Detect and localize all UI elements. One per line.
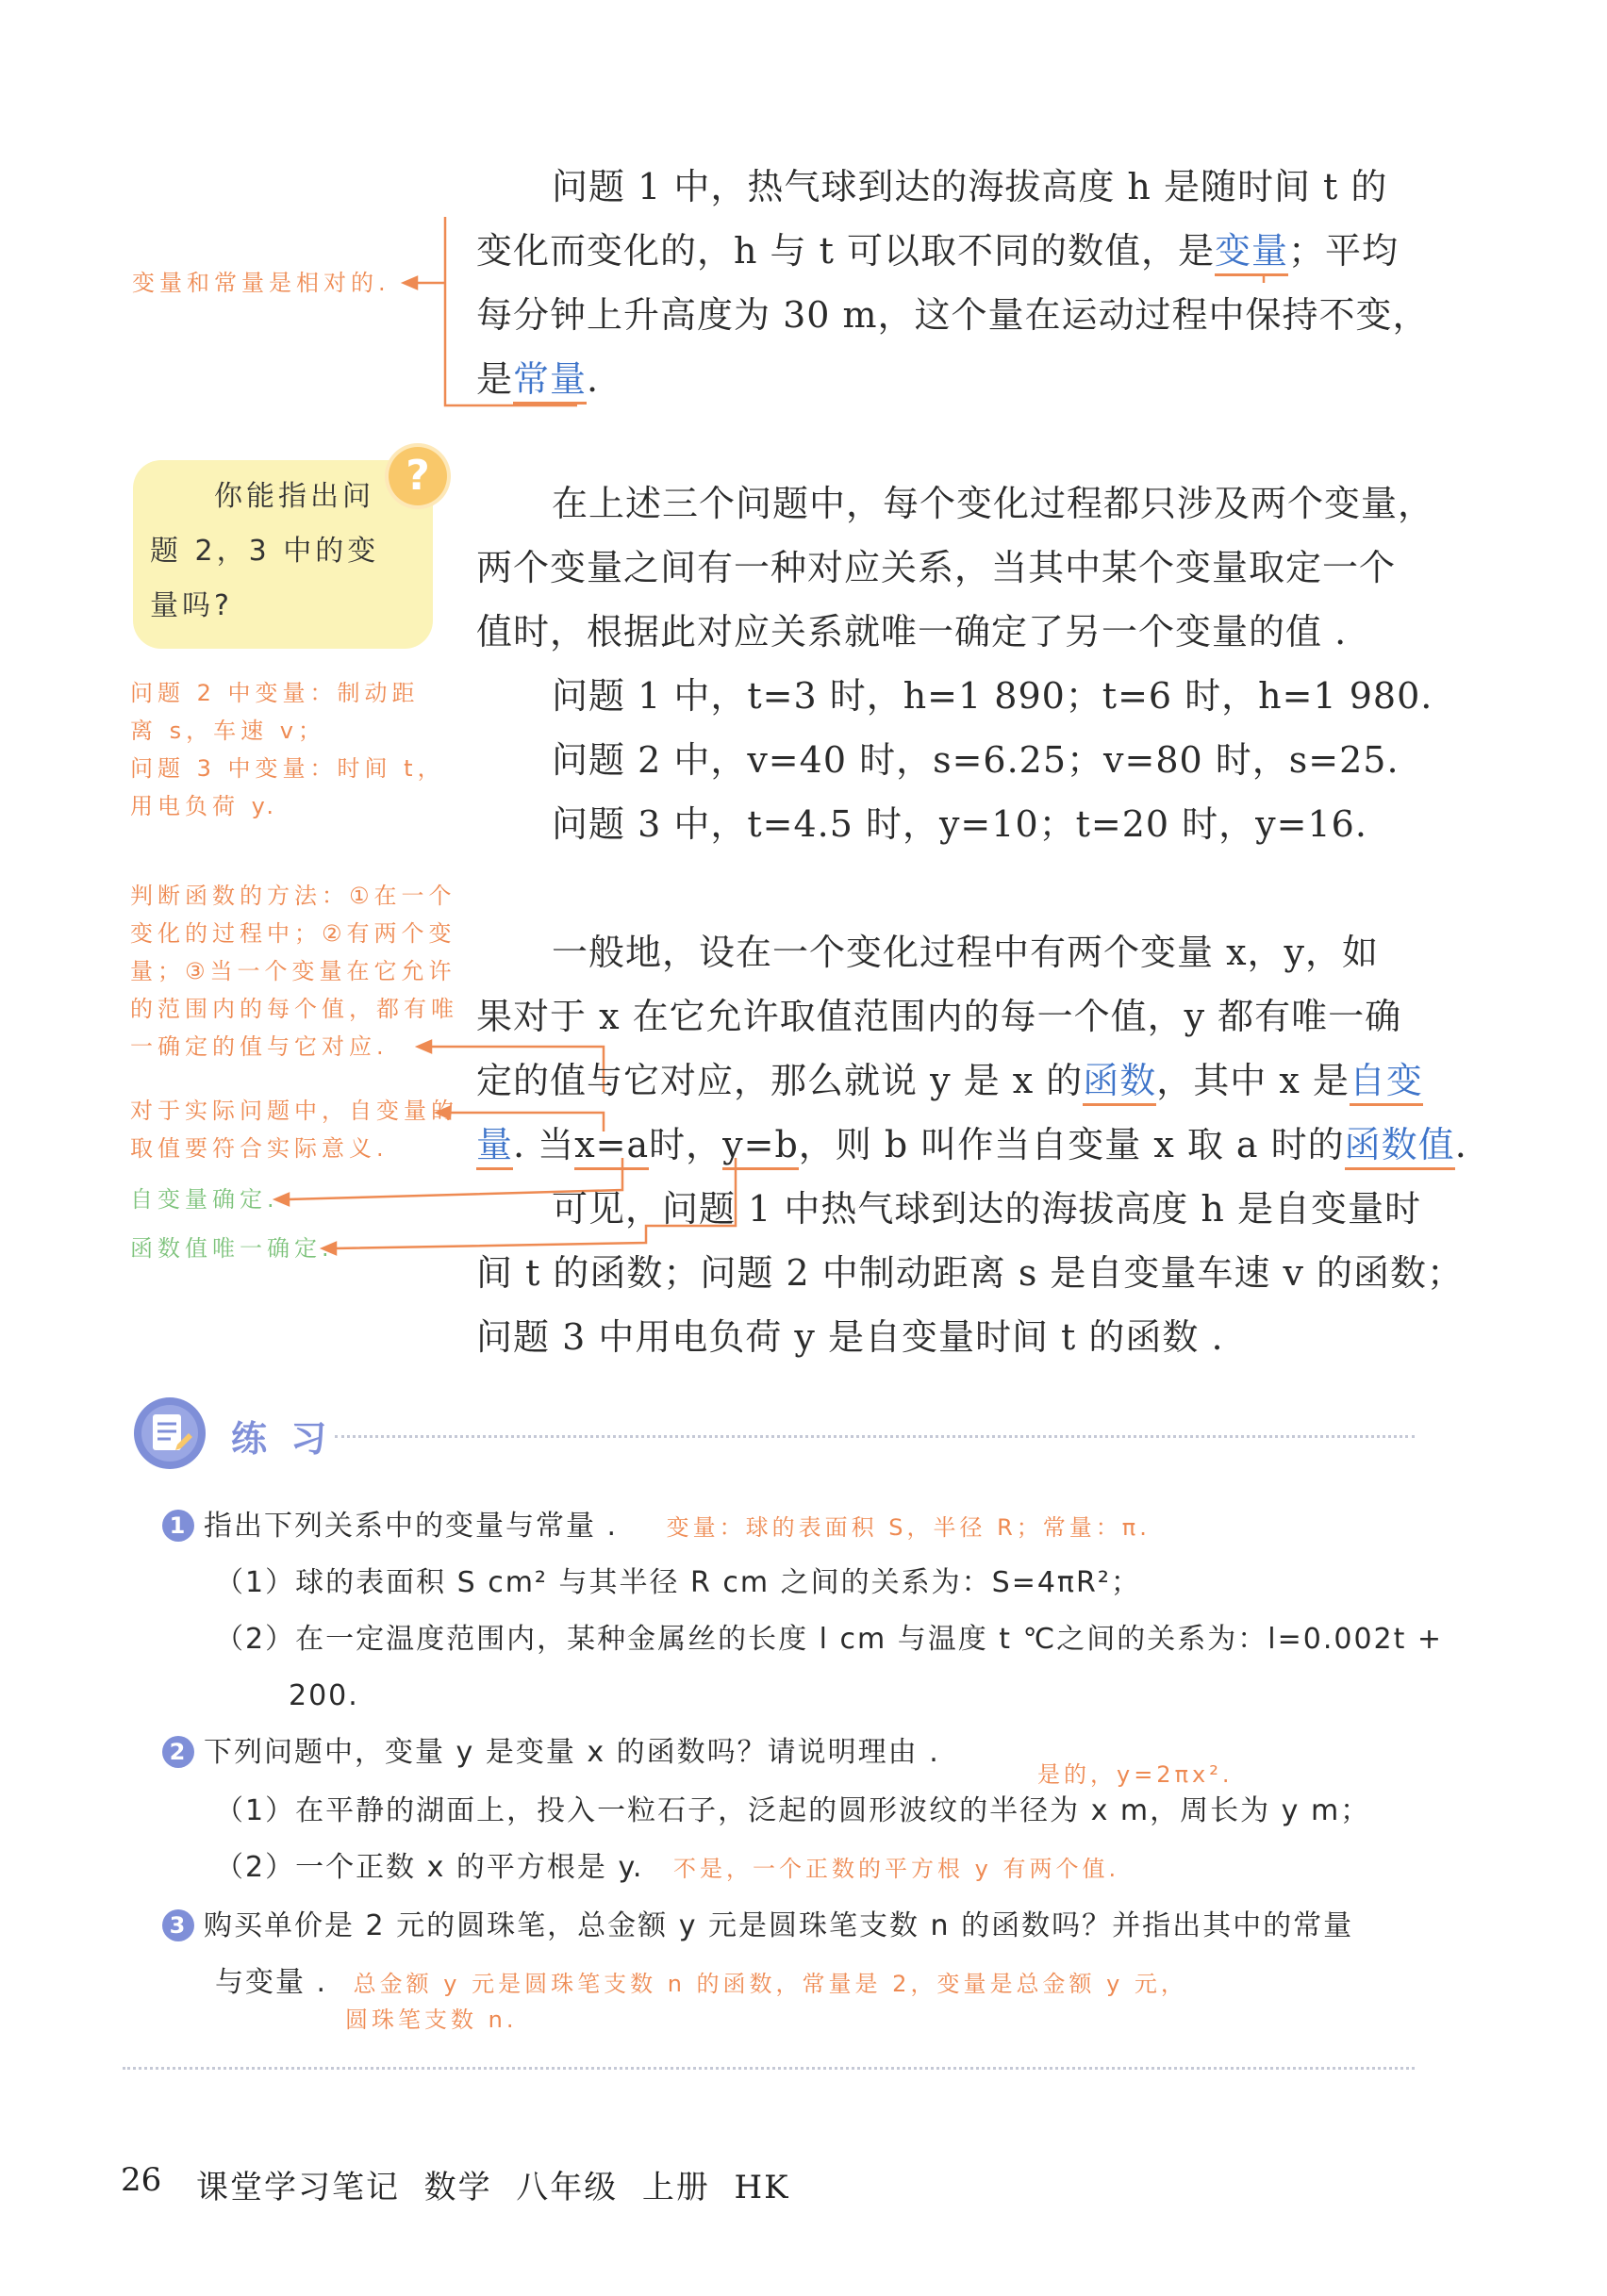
bubble-line: 你能指出问 bbox=[214, 480, 374, 513]
paragraph-correspondence bbox=[476, 471, 1434, 856]
text-line: 果对于 x 在它允许取值范围内的每一个值，y 都有唯一确 bbox=[476, 996, 1402, 1037]
note-method: 判断函数的方法：①在一个 变化的过程中；②有两个变 量；③当一个变量在它允许 的范围内的每个值，都有唯 一确定的值与它对应. bbox=[130, 883, 458, 1060]
exercise-3-answer: 总金额 y 元是圆珠笔支数 n 的函数，常量是 2，变量是总金额 y 元， bbox=[353, 1971, 1187, 1997]
exercise-1: 1 指出下列关系中的变量与常量 . 变量：球的表面积 S，半径 R；常量：π. bbox=[162, 1499, 1151, 1555]
note-independent: 自变量确定. bbox=[130, 1186, 279, 1213]
divider bbox=[123, 2067, 1415, 2070]
exercise-2-part-1: （1）在平静的湖面上，投入一粒石子，泛起的圆形波纹的半径为 x m，周长为 y m； bbox=[215, 1794, 1371, 1827]
text-line: 两个变量之间有一种对应关系，当其中某个变量取定一个 bbox=[476, 547, 1397, 588]
bubble-line: 题 2，3 中的变 bbox=[150, 535, 380, 568]
note-variables-answer: 问题 2 中变量：制动距 离 s，车速 v； 问题 3 中变量：时间 t， 用电负荷 y. bbox=[130, 680, 445, 819]
text-line: 问题 2 中，v=40 时，s=6.25；v=80 时，s=25. bbox=[552, 739, 1400, 781]
text-line: 每分钟上升高度为 30 m，这个量在运动过程中保持不变， bbox=[476, 294, 1430, 336]
text-line: 间 t 的函数；问题 2 中制动距离 s 是自变量车速 v 的函数； bbox=[476, 1252, 1465, 1294]
exercise-3: 3 购买单价是 2 元的圆珠笔，总金额 y 元是圆珠笔支数 n 的函数吗？并指出其中的常量 bbox=[162, 1899, 1353, 1954]
text-line: 问题 1 中，热气球到达的海拔高度 h 是随时间 t 的 bbox=[552, 166, 1388, 207]
term-variable: 变量 bbox=[1215, 230, 1288, 276]
text-line: 是常量. bbox=[476, 347, 1430, 411]
exercise-number: 1 bbox=[162, 1510, 194, 1542]
exercise-number: 2 bbox=[162, 1736, 194, 1768]
question-bubble bbox=[133, 460, 433, 649]
exercise-book-icon bbox=[132, 1396, 207, 1471]
note-relative: 变量和常量是相对的. bbox=[132, 270, 390, 296]
divider bbox=[335, 1435, 1415, 1438]
text-line: 在上述三个问题中，每个变化过程都只涉及两个变量， bbox=[552, 483, 1435, 524]
term-independent-variable: 自变 bbox=[1350, 1060, 1423, 1106]
text-line: 可见，问题 1 中热气球到达的海拔高度 h 是自变量时 bbox=[552, 1188, 1421, 1230]
exercise-3-answer-cont: 圆珠笔支数 n. bbox=[345, 2007, 518, 2033]
exercise-title: 练 习 bbox=[231, 1418, 333, 1460]
term-function-value: 函数值 bbox=[1345, 1124, 1455, 1170]
exercise-1-answer: 变量：球的表面积 S，半径 R；常量：π. bbox=[666, 1514, 1151, 1541]
note-unique-value: 函数值唯一确定. bbox=[130, 1235, 334, 1262]
question-mark-icon: ? bbox=[389, 447, 447, 505]
term-function: 函数 bbox=[1083, 1060, 1156, 1106]
text-line: 值时，根据此对应关系就唯一确定了另一个变量的值 . bbox=[476, 611, 1348, 652]
book-title: 课堂学习笔记 数学 八年级 上册 HK bbox=[196, 2169, 790, 2206]
page-number: 26 bbox=[121, 2161, 162, 2199]
text-line: 问题 1 中，t=3 时，h=1 890；t=6 时，h=1 980. bbox=[552, 675, 1433, 717]
text-line: 问题 3 中用电负荷 y 是自变量时间 t 的函数 . bbox=[476, 1316, 1224, 1358]
exercise-1-part-2: （2）在一定温度范围内，某种金属丝的长度 l cm 与温度 t ℃之间的关系为：l=0.002t + bbox=[215, 1623, 1444, 1656]
paragraph-function-definition bbox=[476, 920, 1467, 1369]
exercise-1-part-2-cont: 200. bbox=[289, 1679, 359, 1712]
exercise-2-part-2: （2）一个正数 x 的平方根是 y. 不是，一个正数的平方根 y 有两个值. bbox=[215, 1851, 1120, 1884]
exercise-3-cont: 与变量 . 总金额 y 元是圆珠笔支数 n 的函数，常量是 2，变量是总金额 y 元， bbox=[215, 1966, 1187, 1999]
bubble-line: 量吗? bbox=[150, 589, 233, 622]
text-line: 一般地，设在一个变化过程中有两个变量 x，y，如 bbox=[552, 932, 1379, 973]
exercise-2-answer-2: 不是，一个正数的平方根 y 有两个值. bbox=[673, 1856, 1120, 1882]
exercise-2-answer-1: 是的，y=2πx². bbox=[1037, 1761, 1234, 1788]
exercise-number: 3 bbox=[162, 1909, 194, 1941]
text-line: 问题 3 中，t=4.5 时，y=10；t=20 时，y=16. bbox=[552, 803, 1367, 845]
note-practical: 对于实际问题中，自变量的 取值要符合实际意义. bbox=[130, 1098, 458, 1162]
exercise-2: 2 下列问题中，变量 y 是变量 x 的函数吗？请说明理由 . bbox=[162, 1726, 940, 1780]
text-line: 量. 当x=a时，y=b，则 b 叫作当自变量 x 取 a 时的函数值. bbox=[476, 1113, 1467, 1177]
exercise-1-part-1: （1）球的表面积 S cm² 与其半径 R cm 之间的关系为：S=4πR²； bbox=[215, 1566, 1141, 1599]
text-line: 变化而变化的，h 与 t 可以取不同的数值，是变量；平均 bbox=[476, 219, 1430, 283]
text-line: 定的值与它对应，那么就说 y 是 x 的函数，其中 x 是自变 bbox=[476, 1049, 1467, 1113]
term-constant: 常量 bbox=[513, 358, 587, 405]
paragraph-variables bbox=[476, 155, 1430, 411]
